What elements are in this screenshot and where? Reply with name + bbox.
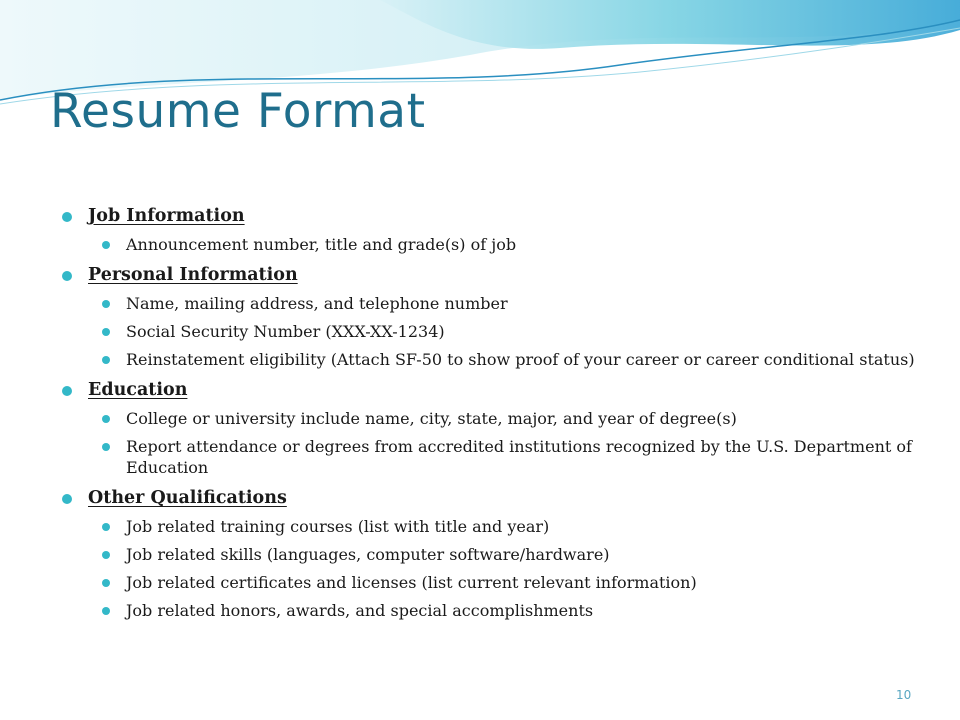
bullet-icon (102, 551, 110, 559)
bullet-icon (62, 494, 72, 504)
section-personal-information (62, 263, 922, 370)
bullet-icon (102, 328, 110, 336)
list-item: College or university include name, city, state, major, and year of degree(s) (88, 408, 922, 429)
list-item: Job related skills (languages, computer software/hardware) (88, 544, 922, 565)
sub-list (88, 234, 922, 255)
list-item: Name, mailing address, and telephone number (88, 293, 922, 314)
bullet-icon (62, 212, 72, 222)
bullet-icon (62, 271, 72, 281)
bullet-icon (102, 356, 110, 364)
list-item: Report attendance or degrees from accredited institutions recognized by the U.S. Department of Education (88, 436, 922, 478)
sub-list (88, 408, 922, 478)
bullet-icon (102, 579, 110, 587)
section-heading: Education (88, 380, 188, 400)
section-education (62, 378, 922, 478)
bullet-icon (102, 607, 110, 615)
sub-list (88, 293, 922, 370)
list-item: Social Security Number (XXX-XX-1234) (88, 321, 922, 342)
bullet-content (62, 204, 922, 629)
section-other-qualifications (62, 486, 922, 621)
slide-title: Resume Format (50, 84, 426, 139)
list-item: Job related training courses (list with title and year) (88, 516, 922, 537)
page-number: 10 (896, 688, 912, 702)
list-item: Job related certificates and licenses (list current relevant information) (88, 572, 922, 593)
list-item: Reinstatement eligibility (Attach SF-50 to show proof of your career or career conditional status) (88, 349, 922, 370)
bullet-icon (102, 523, 110, 531)
bullet-icon (62, 386, 72, 396)
bullet-icon (102, 443, 110, 451)
section-job-information (62, 204, 922, 255)
list-item: Announcement number, title and grade(s) of job (88, 234, 922, 255)
section-heading: Personal Information (88, 265, 298, 285)
bullet-icon (102, 300, 110, 308)
sub-list (88, 516, 922, 621)
section-heading: Other Qualifications (88, 488, 287, 508)
section-list (62, 204, 922, 621)
section-heading: Job Information (88, 206, 245, 226)
bullet-icon (102, 415, 110, 423)
list-item: Job related honors, awards, and special accomplishments (88, 600, 922, 621)
bullet-icon (102, 241, 110, 249)
